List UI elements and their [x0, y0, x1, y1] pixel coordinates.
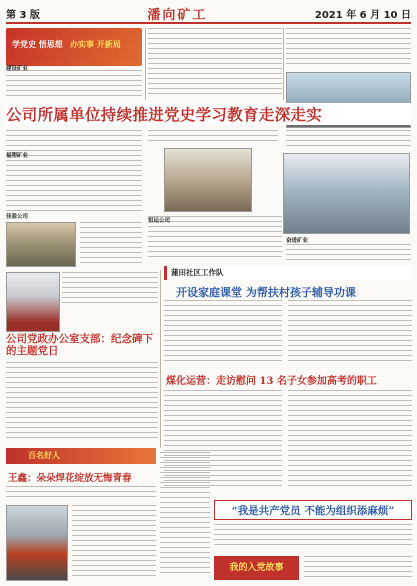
- slogan-box: [214, 500, 412, 520]
- column-divider: [160, 270, 161, 448]
- unit-title-2: 福塑矿业: [6, 153, 29, 159]
- article-column-left-mid: [6, 130, 142, 218]
- feature-4-body: [72, 505, 156, 581]
- photo-group-left: [6, 222, 76, 267]
- column-divider: [283, 28, 284, 100]
- article-column-mid-top: [148, 28, 282, 100]
- feature-3-title: 煤化运营：走访慰问 13 名子女参加高考的职工: [166, 376, 377, 387]
- photo-lecture: [283, 153, 410, 234]
- unit-title-3: 佳盈公司: [6, 214, 29, 220]
- feature-3-body-right: [288, 390, 412, 490]
- article-column-left-beside-photo: [80, 222, 142, 267]
- unit-title-4: 恒运公司: [148, 218, 171, 224]
- feature-4-body-top: [6, 486, 156, 502]
- campaign-banner: [6, 28, 142, 66]
- campaign-tag: 学党史 悟思想: [12, 40, 63, 49]
- slogan-text: “我是共产党员 不能为组织添麻烦”: [231, 505, 395, 517]
- feature-1-title: 公司党政办公室支部：纪念碑下的主题党日: [6, 333, 153, 357]
- slogan-body: [214, 524, 412, 552]
- article-column-left-top: [6, 70, 142, 100]
- unit-title-5: 奋进矿业: [286, 238, 309, 244]
- unit-title-1: 建设矿业: [6, 66, 29, 72]
- photo-study-session: [164, 148, 252, 212]
- article-column-right-lower: [286, 244, 411, 264]
- feature-4-body-right: [160, 452, 210, 580]
- section-badge: [6, 448, 156, 464]
- article-column-right-top: [286, 28, 411, 70]
- main-headline: [6, 103, 411, 125]
- photo-monument-tower: [6, 272, 60, 332]
- feature-2-body-right: [288, 300, 412, 364]
- paper-name: 潘向矿工: [147, 7, 208, 23]
- section-badge-text: 百名好人: [28, 451, 60, 460]
- photo-welder: [6, 505, 68, 581]
- feature-4-title: 王鑫：朵朵焊花绽放无悔青春: [8, 473, 132, 484]
- bottom-banner-text: 我的入党故事: [229, 563, 284, 573]
- feature-1-body-top: [62, 272, 158, 310]
- issue-date: 2021 年 6 月 10 日: [314, 9, 411, 21]
- feature-2-section-label: [164, 266, 412, 280]
- page-number: 第 3 版: [6, 9, 40, 21]
- feature-1-body: [6, 362, 158, 444]
- bottom-banner: [214, 556, 299, 580]
- masthead: [6, 4, 411, 24]
- feature-2-title: 开设家庭课堂 为帮扶村孩子辅导功课: [176, 286, 356, 299]
- main-headline-text: 公司所属单位持续推进党史学习教育走深走实: [6, 105, 323, 124]
- article-column-right-mid: [286, 130, 411, 152]
- column-divider: [145, 28, 146, 100]
- feature-2-body-left: [164, 300, 282, 364]
- campaign-sub: 办实事 开新局: [70, 40, 121, 49]
- feature-2-section-label-text: 蒲田社区工作队: [171, 268, 224, 277]
- bottom-right-body: [304, 556, 412, 582]
- article-column-mid-mid: [148, 130, 278, 146]
